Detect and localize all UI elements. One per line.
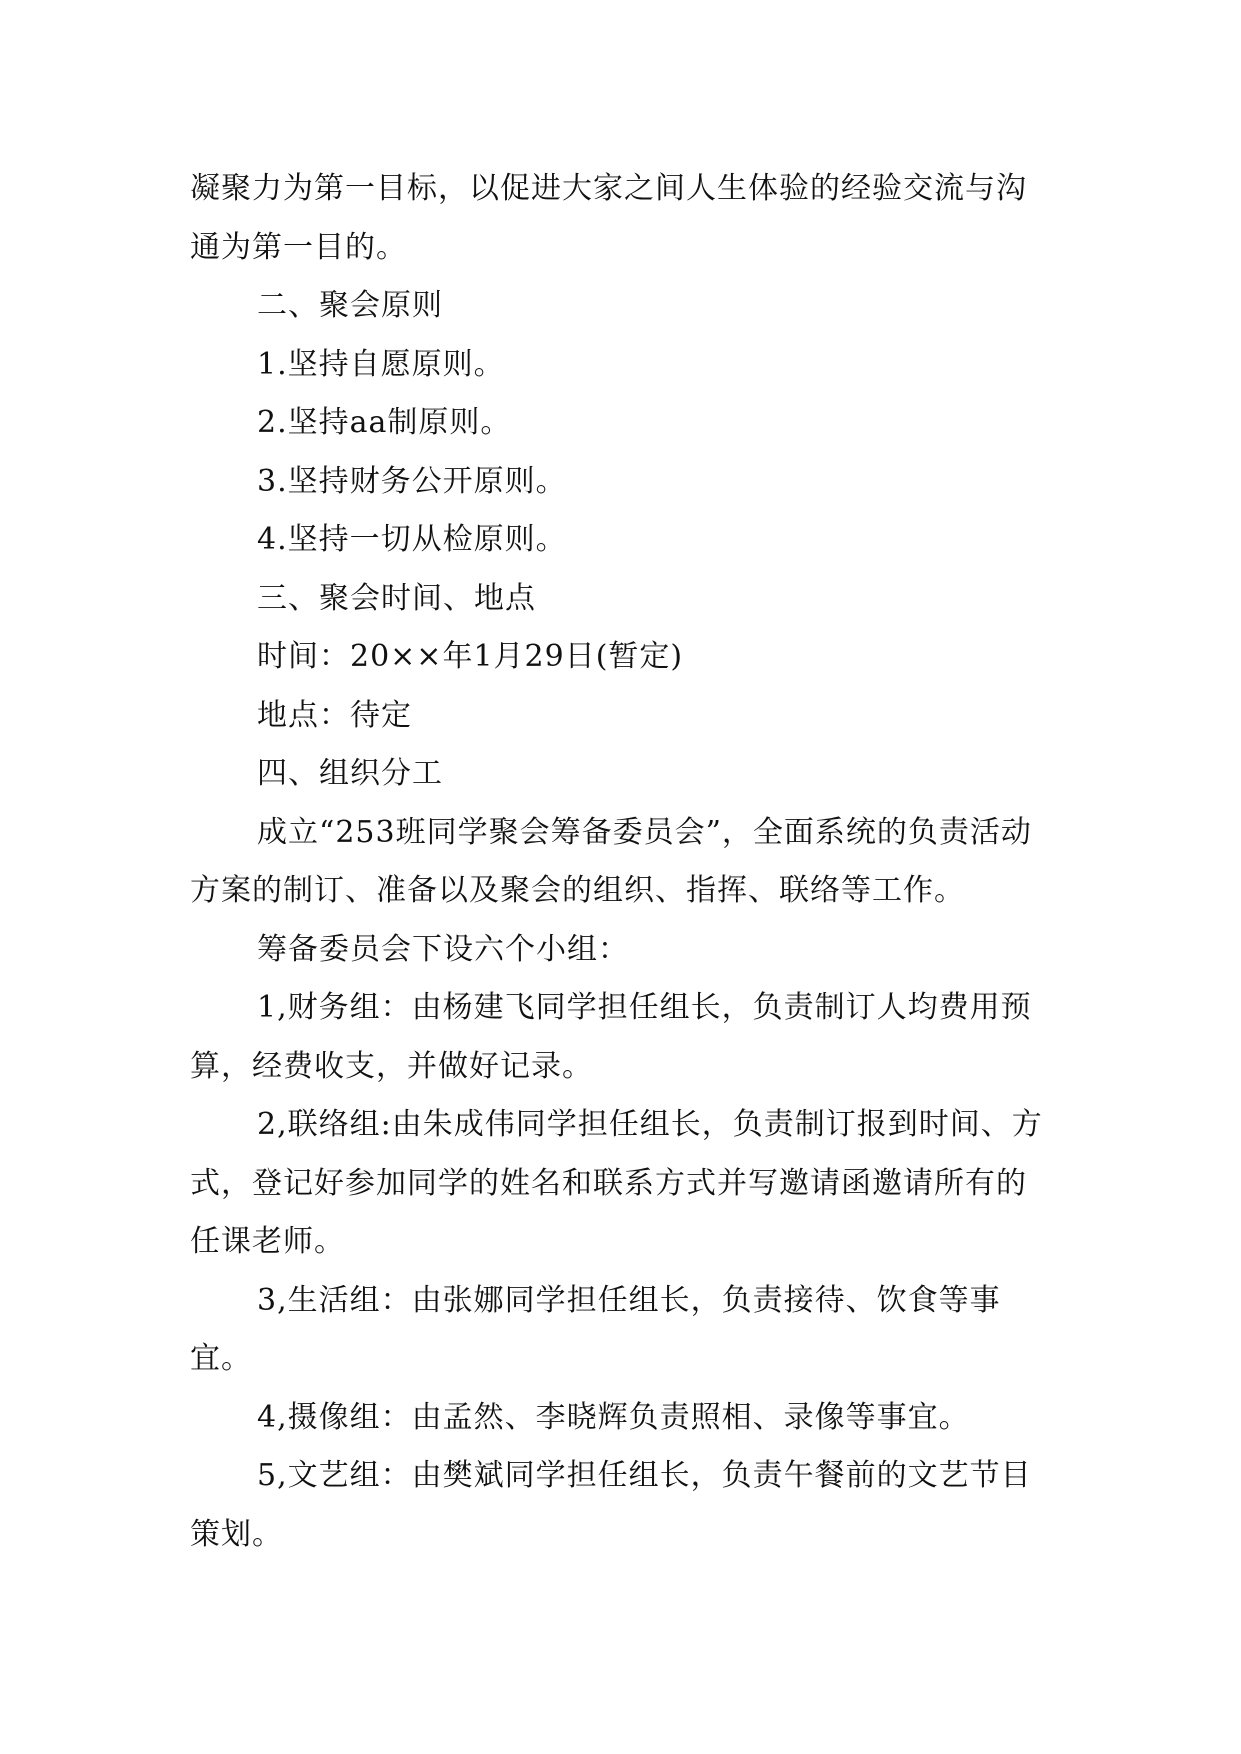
group-logistics: 3,生活组：由张娜同学担任组长，负责接待、饮食等事宜。 (190, 1282, 1001, 1376)
group-finance: 1,财务组：由杨建飞同学担任组长，负责制订人均费用预算，经费收支，并做好记录。 (190, 990, 1032, 1084)
principle-item-2: 2.坚持aa制原则。 (257, 405, 512, 440)
heading-time-location: 三、聚会时间、地点 (257, 580, 536, 616)
principle-item-1: 1.坚持自愿原则。 (257, 346, 505, 382)
heading-meeting-principles: 二、聚会原则 (257, 288, 443, 323)
meeting-location: 地点：待定 (257, 697, 412, 733)
paragraph-intro-continued: 凝聚力为第一目标，以促进大家之间人生体验的经验交流与沟通为第一目的。 (190, 171, 1027, 265)
principle-item-4: 4.坚持一切从检原则。 (257, 522, 567, 557)
meeting-time: 时间：20××年1月29日(暂定) (257, 639, 684, 674)
group-photography: 4,摄像组：由孟然、李晓辉负责照相、录像等事宜。 (257, 1399, 970, 1435)
group-entertainment: 5,文艺组：由樊斌同学担任组长，负责午餐前的文艺节目策划。 (190, 1458, 1032, 1552)
committee-description: 成立“253班同学聚会筹备委员会”，全面系统的负责活动方案的制订、准备以及聚会的组织、指挥、联络等工作。 (190, 814, 1032, 908)
principle-item-3: 3.坚持财务公开原则。 (257, 463, 567, 499)
group-liaison: 2,联络组:由朱成伟同学担任组长，负责制订报到时间、方式，登记好参加同学的姓名和联系方式并写邀请函邀请所有的任课老师。 (190, 1107, 1043, 1259)
subgroups-intro: 筹备委员会下设六个小组： (257, 931, 629, 967)
document-body (190, 160, 1055, 1564)
heading-organization: 四、组织分工 (257, 756, 443, 791)
